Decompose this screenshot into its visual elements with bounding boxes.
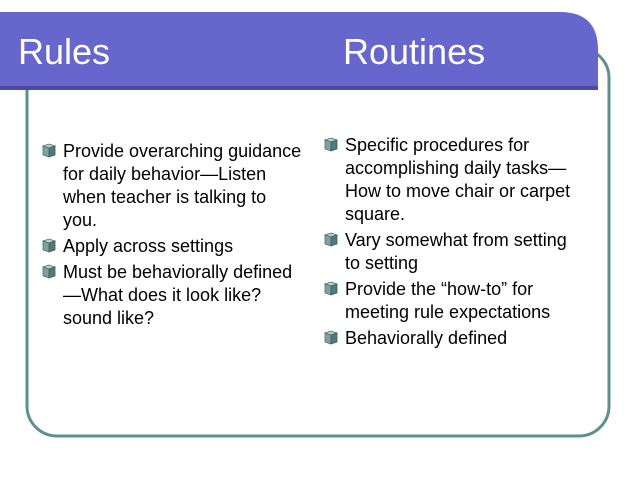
routines-item-text: Provide the “how-to” for meeting rule expectations <box>345 279 551 322</box>
rules-list-item <box>40 235 302 258</box>
cube-bullet-icon <box>322 232 339 247</box>
routines-list <box>322 134 582 353</box>
cube-bullet-icon <box>322 137 339 152</box>
cube-bullet-icon <box>40 238 57 253</box>
cube-bullet-icon <box>322 330 339 345</box>
rules-list-item <box>40 140 302 232</box>
rules-item-text: Apply across settings <box>63 236 234 256</box>
cube-bullet-icon <box>322 281 339 296</box>
rules-item-text: Must be behaviorally defined—What does it look like? sound like? <box>63 262 293 328</box>
rules-item-text: Provide overarching guidance for daily behavior—Listen when teacher is talking to you. <box>63 141 302 230</box>
routines-list-item <box>322 327 582 350</box>
routines-item-text: Vary somewhat from setting to setting <box>345 230 567 273</box>
routines-list-item <box>322 278 582 324</box>
cube-bullet-icon <box>40 143 57 158</box>
routines-title: Routines <box>343 31 486 72</box>
rules-list <box>40 140 302 333</box>
cube-bullet-icon <box>40 264 57 279</box>
routines-list-item <box>322 229 582 275</box>
routines-list-item <box>322 134 582 226</box>
rules-title: Rules <box>18 31 111 72</box>
routines-item-text: Specific procedures for accomplishing daily tasks—How to move chair or carpet square. <box>345 135 571 224</box>
title-underline <box>0 86 598 90</box>
routines-item-text: Behaviorally defined <box>345 328 508 348</box>
rules-list-item <box>40 261 302 330</box>
